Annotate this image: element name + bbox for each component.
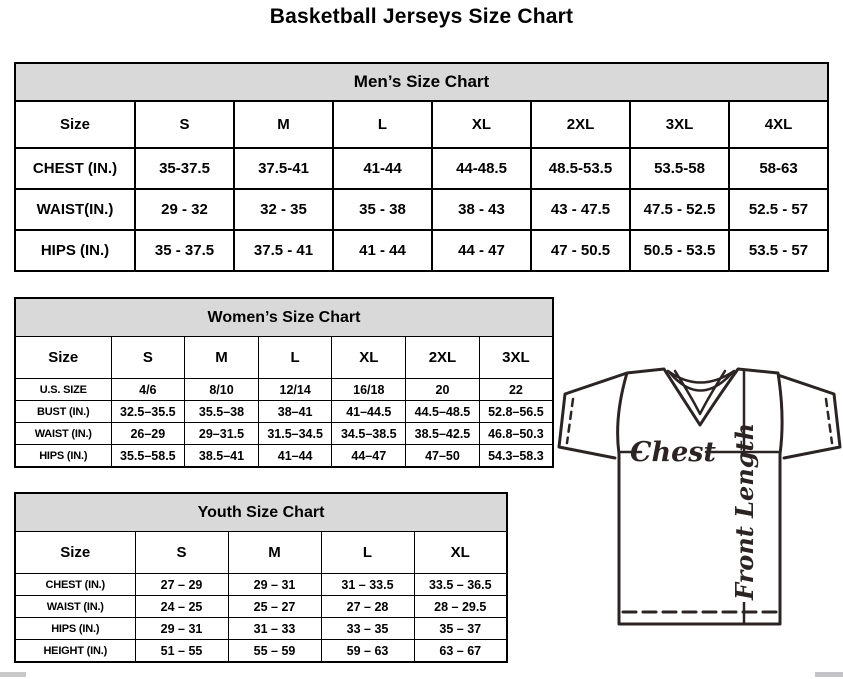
value-cell: 58-63 [729, 148, 828, 189]
page-title: Basketball Jerseys Size Chart [269, 5, 574, 28]
value-cell: 33 – 35 [321, 618, 414, 640]
value-cell: 52.5 - 57 [729, 189, 828, 230]
value-cell: 22 [479, 379, 553, 401]
chest-label: Chest [630, 437, 716, 468]
value-cell: 41–44.5 [332, 401, 406, 423]
value-cell: 26–29 [111, 423, 185, 445]
table-row [15, 189, 828, 230]
size-header-cell: Size [15, 532, 135, 574]
value-cell: 35.5–58.5 [111, 445, 185, 468]
size-column-4xl: 4XL [729, 101, 828, 148]
value-cell: 59 – 63 [321, 640, 414, 663]
mens-chart-title: Men’s Size Chart [15, 63, 828, 101]
value-cell: 12/14 [258, 379, 332, 401]
size-column-xl: XL [332, 337, 406, 379]
value-cell: 31 – 33.5 [321, 574, 414, 596]
size-column-l: L [333, 101, 432, 148]
womens-chart-title: Women’s Size Chart [15, 298, 553, 337]
value-cell: 34.5–38.5 [332, 423, 406, 445]
size-column-l: L [321, 532, 414, 574]
table-row [15, 640, 507, 663]
value-cell: 35 – 37 [414, 618, 507, 640]
value-cell: 8/10 [185, 379, 259, 401]
row-label: CHEST (IN.) [15, 574, 135, 596]
value-cell: 16/18 [332, 379, 406, 401]
table-row [15, 596, 507, 618]
value-cell: 44-48.5 [432, 148, 531, 189]
value-cell: 47 - 50.5 [531, 230, 630, 271]
size-column-2xl: 2XL [406, 337, 480, 379]
table-row [15, 423, 553, 445]
value-cell: 55 – 59 [228, 640, 321, 663]
row-label: HIPS (IN.) [15, 618, 135, 640]
size-column-s: S [135, 101, 234, 148]
womens-size-table [14, 297, 554, 468]
front-length-label: Front Length [730, 422, 759, 600]
size-column-3xl: 3XL [630, 101, 729, 148]
size-column-xl: XL [414, 532, 507, 574]
value-cell: 4/6 [111, 379, 185, 401]
size-column-m: M [234, 101, 333, 148]
row-label: CHEST (IN.) [15, 148, 135, 189]
value-cell: 35 - 37.5 [135, 230, 234, 271]
womens-size-chart [14, 297, 554, 468]
value-cell: 43 - 47.5 [531, 189, 630, 230]
value-cell: 27 – 28 [321, 596, 414, 618]
horizontal-scrollbar-fragment-right[interactable] [815, 672, 843, 677]
table-row [15, 148, 828, 189]
value-cell: 38 - 43 [432, 189, 531, 230]
row-label: HEIGHT (IN.) [15, 640, 135, 663]
value-cell: 35-37.5 [135, 148, 234, 189]
row-label: HIPS (IN.) [15, 445, 111, 468]
value-cell: 33.5 – 36.5 [414, 574, 507, 596]
row-label: WAIST (IN.) [15, 423, 111, 445]
table-row [15, 618, 507, 640]
row-label: U.S. SIZE [15, 379, 111, 401]
size-header-row [15, 337, 553, 379]
value-cell: 53.5 - 57 [729, 230, 828, 271]
value-cell: 29 - 32 [135, 189, 234, 230]
value-cell: 31.5–34.5 [258, 423, 332, 445]
size-header-cell: Size [15, 337, 111, 379]
value-cell: 38.5–42.5 [406, 423, 480, 445]
youth-size-chart [14, 492, 508, 663]
value-cell: 35.5–38 [185, 401, 259, 423]
row-label: HIPS (IN.) [15, 230, 135, 271]
value-cell: 52.8–56.5 [479, 401, 553, 423]
value-cell: 44.5–48.5 [406, 401, 480, 423]
value-cell: 27 – 29 [135, 574, 228, 596]
value-cell: 29 – 31 [228, 574, 321, 596]
value-cell: 46.8–50.3 [479, 423, 553, 445]
row-label: WAIST(IN.) [15, 189, 135, 230]
youth-size-table [14, 492, 508, 663]
value-cell: 53.5-58 [630, 148, 729, 189]
table-row [15, 574, 507, 596]
size-column-xl: XL [432, 101, 531, 148]
row-label: BUST (IN.) [15, 401, 111, 423]
size-column-l: L [258, 337, 332, 379]
table-row [15, 445, 553, 468]
value-cell: 32.5–35.5 [111, 401, 185, 423]
value-cell: 48.5-53.5 [531, 148, 630, 189]
size-header-cell: Size [15, 101, 135, 148]
value-cell: 28 – 29.5 [414, 596, 507, 618]
value-cell: 35 - 38 [333, 189, 432, 230]
value-cell: 29 – 31 [135, 618, 228, 640]
size-header-row [15, 532, 507, 574]
value-cell: 20 [406, 379, 480, 401]
table-row [15, 230, 828, 271]
value-cell: 51 – 55 [135, 640, 228, 663]
value-cell: 63 – 67 [414, 640, 507, 663]
table-row [15, 401, 553, 423]
row-label: WAIST (IN.) [15, 596, 135, 618]
size-column-s: S [111, 337, 185, 379]
value-cell: 31 – 33 [228, 618, 321, 640]
youth-chart-title: Youth Size Chart [15, 493, 507, 532]
value-cell: 38.5–41 [185, 445, 259, 468]
value-cell: 37.5 - 41 [234, 230, 333, 271]
size-column-m: M [185, 337, 259, 379]
value-cell: 41 - 44 [333, 230, 432, 271]
value-cell: 37.5-41 [234, 148, 333, 189]
value-cell: 44 - 47 [432, 230, 531, 271]
size-column-3xl: 3XL [479, 337, 553, 379]
table-row [15, 379, 553, 401]
value-cell: 29–31.5 [185, 423, 259, 445]
jersey-measurement-diagram [557, 362, 842, 662]
horizontal-scrollbar-fragment-left[interactable] [0, 672, 26, 677]
value-cell: 41–44 [258, 445, 332, 468]
value-cell: 47.5 - 52.5 [630, 189, 729, 230]
value-cell: 32 - 35 [234, 189, 333, 230]
size-header-row [15, 101, 828, 148]
mens-size-table [14, 62, 829, 272]
value-cell: 54.3–58.3 [479, 445, 553, 468]
mens-size-chart [14, 62, 829, 272]
value-cell: 38–41 [258, 401, 332, 423]
value-cell: 44–47 [332, 445, 406, 468]
value-cell: 25 – 27 [228, 596, 321, 618]
value-cell: 50.5 - 53.5 [630, 230, 729, 271]
size-column-m: M [228, 532, 321, 574]
value-cell: 41-44 [333, 148, 432, 189]
value-cell: 24 – 25 [135, 596, 228, 618]
size-column-s: S [135, 532, 228, 574]
value-cell: 47–50 [406, 445, 480, 468]
size-column-2xl: 2XL [531, 101, 630, 148]
